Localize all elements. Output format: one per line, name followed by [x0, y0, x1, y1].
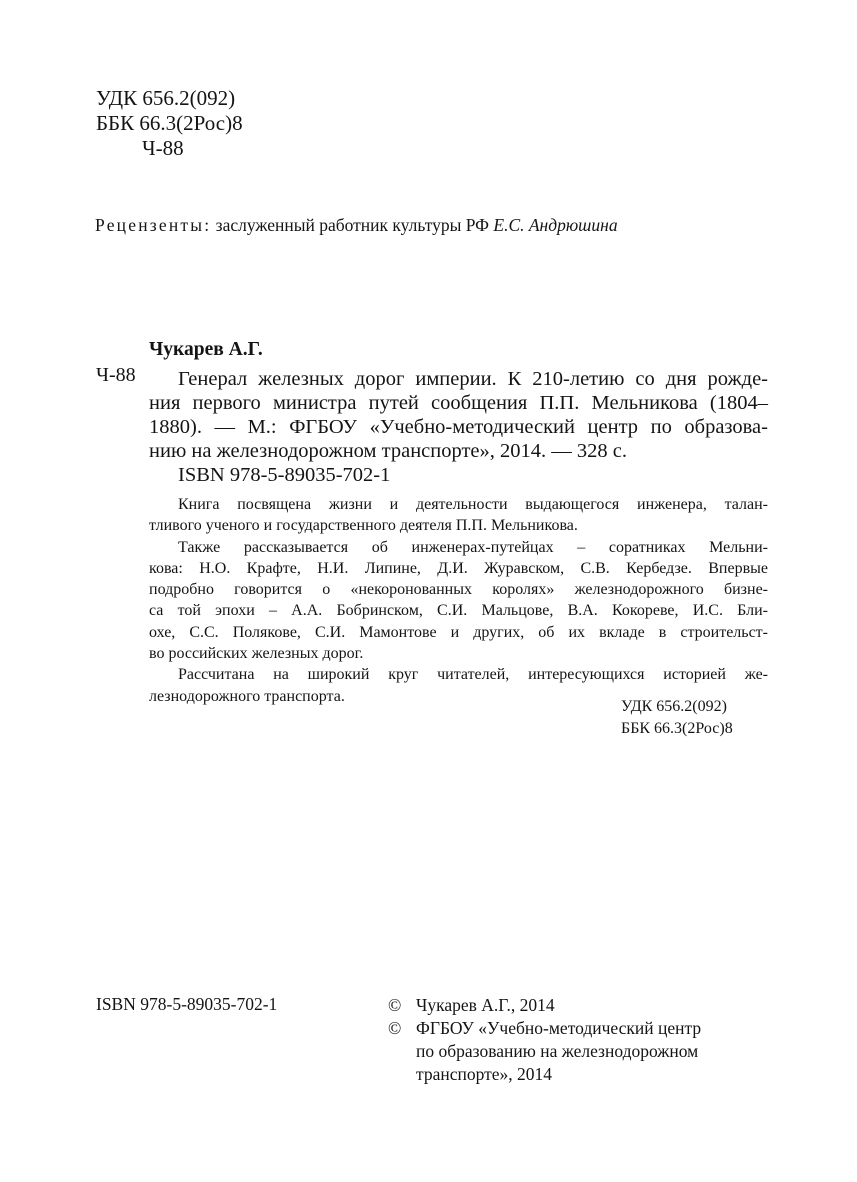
annotation: [149, 494, 768, 707]
bbk-code: ББК 66.3(2Рос)8: [96, 111, 243, 135]
bibliographic-description: [149, 367, 768, 487]
annotation-line: подробно говорится о «некоронованных королях» железнодорожного бизне-: [149, 581, 768, 599]
copyright-block: [388, 994, 701, 1086]
annotation-line: тливого ученого и государственного деятеля П.П. Мельникова.: [149, 517, 578, 535]
annotation-line: кова: Н.О. Крафте, Н.И. Липине, Д.И. Журавском, С.В. Кербедзе. Впервые: [149, 559, 768, 577]
copyright-publisher: [388, 1017, 701, 1040]
card-classification-codes: [621, 696, 733, 739]
isbn: ISBN 978-5-89035-702-1: [96, 994, 278, 1014]
udk-code: УДК 656.2(092): [96, 86, 236, 110]
annotation-line: Книга посвящена жизни и деятельности выдающегося инженера, талан-: [178, 496, 768, 513]
reviewers-line: [95, 215, 618, 236]
author-mark: Ч-88: [142, 136, 184, 160]
bib-line: нию на железнодорожном транспорте», 2014. — 328 с.: [149, 440, 627, 462]
copyright-publisher-line: ФГБОУ «Учебно-методический центр: [416, 1018, 702, 1038]
reviewer-role: заслуженный работник культуры РФ: [215, 215, 489, 235]
annotation-line: лезнодорожного транспорта.: [149, 687, 345, 705]
card-author-mark: Ч-88: [96, 364, 136, 386]
copyright-author: [388, 994, 701, 1017]
annotation-line: са той эпохи – А.А. Бобринском, С.И. Мальцове, В.А. Кокореве, И.С. Бли-: [149, 602, 768, 620]
bib-line: Генерал железных дорог империи. К 210-летию со дня рожде-: [178, 368, 768, 390]
card-udk-code: УДК 656.2(092): [621, 698, 727, 715]
bib-line: 1880). — М.: ФГБОУ «Учебно-методический центр по образова-: [149, 416, 768, 438]
bib-line: ния первого министра путей сообщения П.П. Мельникова (1804–: [149, 392, 768, 414]
copyright-author-text: Чукарев А.Г., 2014: [416, 995, 555, 1015]
copyright-icon: ©: [388, 995, 402, 1015]
annotation-line: охе, С.С. Полякове, С.И. Мамонтове и других, об их вкладе в строительст-: [149, 623, 768, 641]
annotation-line: во российских железных дорог.: [149, 645, 364, 663]
card-bbk-code: ББК 66.3(2Рос)8: [621, 719, 733, 737]
copyright-publisher-line: транспорте», 2014: [416, 1064, 553, 1084]
annotation-line: Рассчитана на широкий круг читателей, интересующихся историей же-: [178, 666, 768, 684]
annotation-line: Также рассказывается об инженерах-путейцах – соратниках Мельни-: [178, 538, 768, 556]
classification-codes: [96, 86, 243, 161]
reviewers-label: Рецензенты:: [95, 215, 212, 235]
card-author: Чукарев А.Г.: [149, 339, 263, 360]
card-isbn: ISBN 978-5-89035-702-1: [178, 464, 391, 486]
copyright-publisher-line: по образованию на железнодорожном: [416, 1041, 699, 1061]
reviewer-name: Е.С. Андрюшина: [493, 215, 618, 235]
copyright-icon: ©: [388, 1018, 402, 1038]
